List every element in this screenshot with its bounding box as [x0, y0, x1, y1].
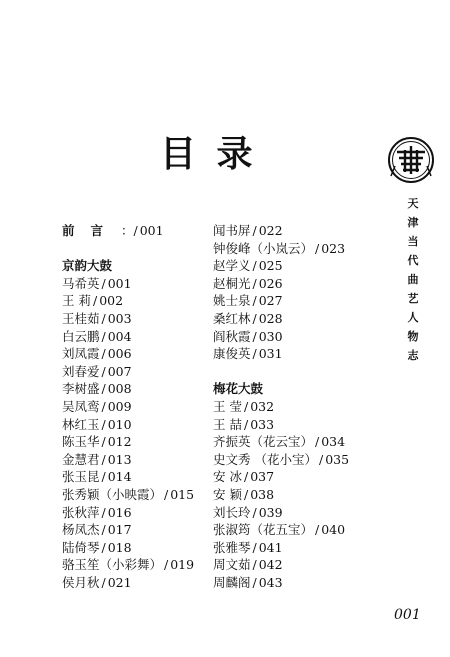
toc-entry[interactable]: 马希英 / 001: [62, 275, 132, 291]
entry-name: 林红玉: [62, 416, 100, 432]
toc-entry[interactable]: 王 莉 / 002: [62, 293, 124, 309]
toc-right-list: [213, 222, 349, 591]
toc-entry[interactable]: 陆倚琴 / 018: [62, 539, 132, 555]
preface-label: 前言: [62, 223, 120, 238]
entry-page: 041: [258, 539, 283, 555]
toc-entry[interactable]: 史文秀 （花小宝） / 035: [213, 451, 350, 467]
toc-preface[interactable]: 前言 ：/ 001: [62, 223, 164, 238]
entry-page: 008: [107, 381, 132, 397]
entry-name: 桑红林: [213, 310, 251, 326]
entry-page: 012: [107, 434, 132, 450]
entry-name: 姚士泉: [213, 293, 251, 309]
entry-page: 035: [325, 451, 350, 467]
entry-name: 陆倚琴: [62, 539, 100, 555]
entry-page: 034: [321, 434, 346, 450]
entry-page: 038: [250, 486, 275, 502]
entry-name: 马希英: [62, 275, 100, 291]
toc-entry[interactable]: 安 冰 / 037: [213, 469, 275, 485]
entry-name: 王 喆: [213, 416, 242, 432]
entry-page: 023: [321, 240, 346, 256]
entry-page: 026: [258, 275, 283, 291]
entry-name: 周麟阁: [213, 574, 251, 590]
entry-page: 007: [107, 363, 132, 379]
entry-name: 骆玉笙（小彩舞）: [62, 557, 163, 573]
entry-page: 006: [107, 346, 132, 362]
toc-entry[interactable]: 钟俊峰（小岚云） / 023: [213, 240, 346, 256]
entry-page: 010: [107, 416, 132, 432]
entry-page: 018: [107, 539, 132, 555]
page-title: 目 录: [160, 134, 257, 175]
entry-name: 张雅琴: [213, 539, 251, 555]
entry-page: 028: [258, 310, 283, 326]
toc-left-column: [62, 222, 194, 591]
toc-right-column: [213, 222, 349, 591]
toc-entry[interactable]: 张雅琴 / 041: [213, 539, 283, 555]
entry-page: 017: [107, 522, 132, 538]
entry-name: 闻书屏: [213, 223, 251, 238]
entry-page: 043: [258, 574, 283, 590]
entry-name: 金慧君: [62, 451, 100, 467]
entry-name: 王桂茹: [62, 310, 100, 326]
seal-emblem-icon: [387, 136, 435, 184]
entry-name: 赵桐光: [213, 275, 251, 291]
toc-entry[interactable]: 吴凤鸾 / 009: [62, 398, 132, 414]
entry-name: 安 冰: [213, 469, 242, 485]
toc-entry[interactable]: 侯月秋 / 021: [62, 574, 132, 590]
toc-entry[interactable]: 安 颖 / 038: [213, 486, 275, 502]
toc-entry[interactable]: 张秋萍 / 016: [62, 504, 132, 520]
page-number: 001: [394, 607, 421, 623]
entry-name: 张秋萍: [62, 504, 100, 520]
spacer: [213, 363, 349, 381]
toc-entry[interactable]: 张秀颖（小映霞） / 015: [62, 486, 195, 502]
entry-name: 赵学义: [213, 258, 251, 274]
entry-name: 李树盛: [62, 381, 100, 397]
entry-name: 王 莹: [213, 398, 242, 414]
entry-page: 002: [99, 293, 124, 309]
entry-page: 003: [107, 310, 132, 326]
entry-name: 史文秀 （花小宝）: [213, 451, 317, 467]
entry-page: 031: [258, 346, 283, 362]
toc-entry[interactable]: 桑红林 / 028: [213, 310, 283, 326]
toc-entry[interactable]: 刘长玲 / 039: [213, 504, 283, 520]
entry-name: 齐振英（花云宝）: [213, 434, 314, 450]
entry-page: 039: [258, 504, 283, 520]
entry-name: 白云鹏: [62, 328, 100, 344]
toc-entry[interactable]: 刘凤霞 / 006: [62, 346, 132, 362]
entry-page: 014: [107, 469, 132, 485]
toc-entry[interactable]: 王 喆 / 033: [213, 416, 275, 432]
toc-entry[interactable]: 齐振英（花云宝） / 034: [213, 434, 346, 450]
entry-page: 004: [107, 328, 132, 344]
toc-entry[interactable]: 赵学义 / 025: [213, 258, 283, 274]
entry-name: 杨凤杰: [62, 522, 100, 538]
toc-entry[interactable]: 张玉昆 / 014: [62, 469, 132, 485]
toc-entry[interactable]: 白云鹏 / 004: [62, 328, 132, 344]
section-heading: 京韵大鼓: [62, 258, 113, 274]
entry-page: 013: [107, 451, 132, 467]
entry-page: 019: [170, 557, 195, 573]
toc-entry[interactable]: 王 莹 / 032: [213, 398, 275, 414]
section-heading: 梅花大鼓: [213, 381, 264, 397]
toc-entry[interactable]: 周文茹 / 042: [213, 557, 283, 573]
entry-name: 刘长玲: [213, 504, 251, 520]
entry-name: 钟俊峰（小岚云）: [213, 240, 314, 256]
entry-page: 040: [321, 522, 346, 538]
series-title: 天 津 当 代 曲 艺 人 物 志: [407, 197, 419, 362]
toc-entry[interactable]: 骆玉笙（小彩舞） / 019: [62, 557, 195, 573]
toc-entry[interactable]: 康俊英 / 031: [213, 346, 283, 362]
toc-entry[interactable]: 李树盛 / 008: [62, 381, 132, 397]
preface-page: 001: [139, 223, 164, 238]
entry-name: 康俊英: [213, 346, 251, 362]
entry-name: 张玉昆: [62, 469, 100, 485]
toc-entry[interactable]: 闻书屏 / 022: [213, 223, 283, 238]
toc-entry[interactable]: 陈玉华 / 012: [62, 434, 132, 450]
toc-entry[interactable]: 周麟阁 / 043: [213, 574, 283, 590]
entry-page: 022: [258, 223, 283, 238]
entry-name: 刘凤霞: [62, 346, 100, 362]
toc-entry[interactable]: 林红玉 / 010: [62, 416, 132, 432]
entry-name: 张秀颖（小映霞）: [62, 486, 163, 502]
toc-entry[interactable]: 刘春爱 / 007: [62, 363, 132, 379]
entry-page: 021: [107, 574, 132, 590]
toc-entry[interactable]: 姚士泉 / 027: [213, 293, 283, 309]
toc-entry[interactable]: 赵桐光 / 026: [213, 275, 283, 291]
toc-entry[interactable]: 张淑筠（花五宝） / 040: [213, 522, 346, 538]
entry-page: 025: [258, 258, 283, 274]
entry-name: 王 莉: [62, 293, 91, 309]
entry-name: 阎秋霞: [213, 328, 251, 344]
toc-left-list: [62, 257, 194, 591]
toc-entry[interactable]: 金慧君 / 013: [62, 451, 132, 467]
entry-page: 027: [258, 293, 283, 309]
toc-entry[interactable]: 杨凤杰 / 017: [62, 522, 132, 538]
entry-name: 张淑筠（花五宝）: [213, 522, 314, 538]
entry-page: 030: [258, 328, 283, 344]
toc-entry[interactable]: 王桂茹 / 003: [62, 310, 132, 326]
entry-name: 刘春爱: [62, 363, 100, 379]
entry-page: 009: [107, 398, 132, 414]
entry-name: 侯月秋: [62, 574, 100, 590]
entry-page: 037: [250, 469, 275, 485]
entry-page: 015: [170, 486, 195, 502]
entry-name: 周文茹: [213, 557, 251, 573]
entry-page: 032: [250, 398, 275, 414]
entry-name: 吴凤鸾: [62, 398, 100, 414]
entry-page: 042: [258, 557, 283, 573]
entry-page: 001: [107, 275, 132, 291]
entry-name: 安 颖: [213, 486, 242, 502]
entry-name: 陈玉华: [62, 434, 100, 450]
entry-page: 033: [250, 416, 275, 432]
toc-entry[interactable]: 阎秋霞 / 030: [213, 328, 283, 344]
entry-page: 016: [107, 504, 132, 520]
